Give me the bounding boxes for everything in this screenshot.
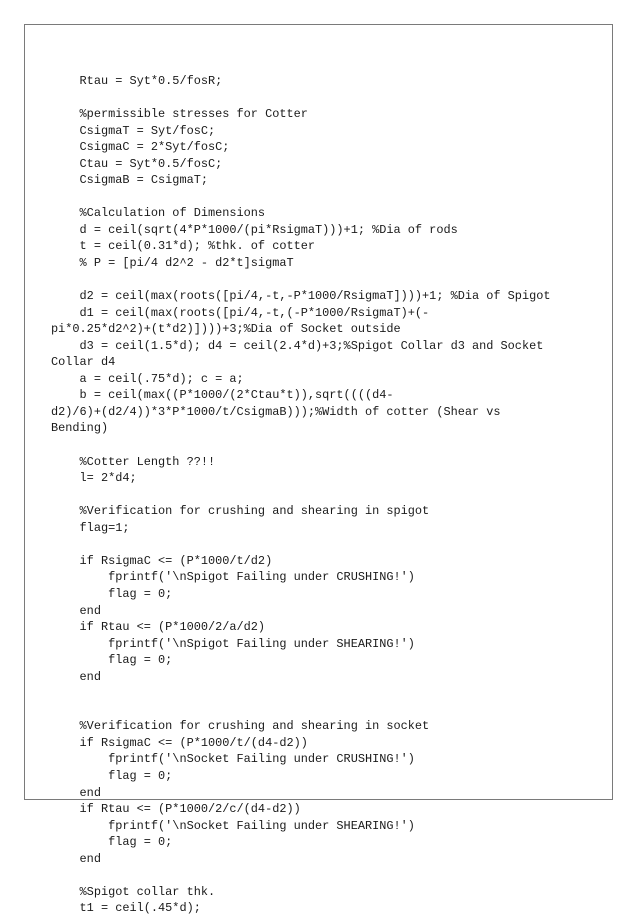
code-line: Bending) (51, 421, 109, 436)
code-line: l= 2*d4; (51, 471, 137, 486)
code-line: flag=1; (51, 520, 130, 535)
code-line: % P = [pi/4 d2^2 - d2*t]sigmaT (51, 256, 294, 271)
code-line: %Calculation of Dimensions (51, 206, 266, 221)
code-line: a = ceil(.75*d); c = a; (51, 371, 244, 386)
code-line: %Verification for crushing and shearing in socket (51, 719, 430, 734)
code-line: b = ceil(max((P*1000/(2*Ctau*t)),sqrt((((d4- (51, 388, 394, 403)
code-line: Ctau = Syt*0.5/fosC; (51, 156, 223, 171)
code-line: d2 = ceil(max(roots([pi/4,-t,-P*1000/RsigmaT])))+1; %Dia of Spigot (51, 289, 551, 304)
code-line: d2)/6)+(d2/4))*3*P*1000/t/CsigmaB)));%Width of cotter (Shear vs (51, 404, 501, 419)
code-line (51, 189, 571, 206)
code-line: CsigmaB = CsigmaT; (51, 173, 208, 188)
code-line (51, 867, 571, 884)
code-line: d = ceil(sqrt(4*P*1000/(pi*RsigmaT)))+1; %Dia of rods (51, 222, 458, 237)
code-line (51, 90, 571, 107)
code-line: end (51, 851, 101, 866)
code-line (51, 272, 571, 289)
code-line: pi*0.25*d2^2)+(t*d2)])))+3;%Dia of Socket outside (51, 322, 401, 337)
code-line: fprintf('\nSpigot Failing under CRUSHING!') (51, 570, 415, 585)
code-listing (51, 73, 571, 917)
code-line: CsigmaC = 2*Syt/fosC; (51, 140, 230, 155)
code-line: flag = 0; (51, 835, 173, 850)
code-line: fprintf('\nSocket Failing under CRUSHING!') (51, 752, 415, 767)
code-line: d3 = ceil(1.5*d); d4 = ceil(2.4*d)+3;%Spigot Collar d3 and Socket (51, 338, 544, 353)
code-line: Rtau = Syt*0.5/fosR; (51, 74, 223, 88)
code-line: fprintf('\nSpigot Failing under SHEARING!') (51, 636, 415, 651)
code-line: flag = 0; (51, 768, 173, 783)
code-line: if RsigmaC <= (P*1000/t/d2) (51, 553, 273, 568)
code-line: Collar d4 (51, 355, 116, 370)
code-line: %Verification for crushing and shearing in spigot (51, 504, 430, 519)
code-line: t1 = ceil(.45*d); (51, 901, 201, 916)
code-line: end (51, 669, 101, 684)
code-line: end (51, 785, 101, 800)
code-line: d1 = ceil(max(roots([pi/4,-t,(-P*1000/RsigmaT)+(- (51, 305, 430, 320)
code-line: fprintf('\nSocket Failing under SHEARING!') (51, 818, 415, 833)
code-line (51, 437, 571, 454)
code-line: CsigmaT = Syt/fosC; (51, 123, 216, 138)
code-line (51, 685, 571, 702)
code-line (51, 487, 571, 504)
code-line: if Rtau <= (P*1000/2/c/(d4-d2)) (51, 802, 301, 817)
code-line: flag = 0; (51, 586, 173, 601)
code-line: if Rtau <= (P*1000/2/a/d2) (51, 620, 266, 635)
code-line: %Spigot collar thk. (51, 884, 216, 899)
code-line: if RsigmaC <= (P*1000/t/(d4-d2)) (51, 735, 308, 750)
code-line (51, 702, 571, 719)
code-line: %permissible stresses for Cotter (51, 107, 308, 122)
code-line (51, 536, 571, 553)
code-line: %Cotter Length ??!! (51, 454, 216, 469)
code-line: end (51, 603, 101, 618)
code-line: t = ceil(0.31*d); %thk. of cotter (51, 239, 316, 254)
code-line: flag = 0; (51, 653, 173, 668)
